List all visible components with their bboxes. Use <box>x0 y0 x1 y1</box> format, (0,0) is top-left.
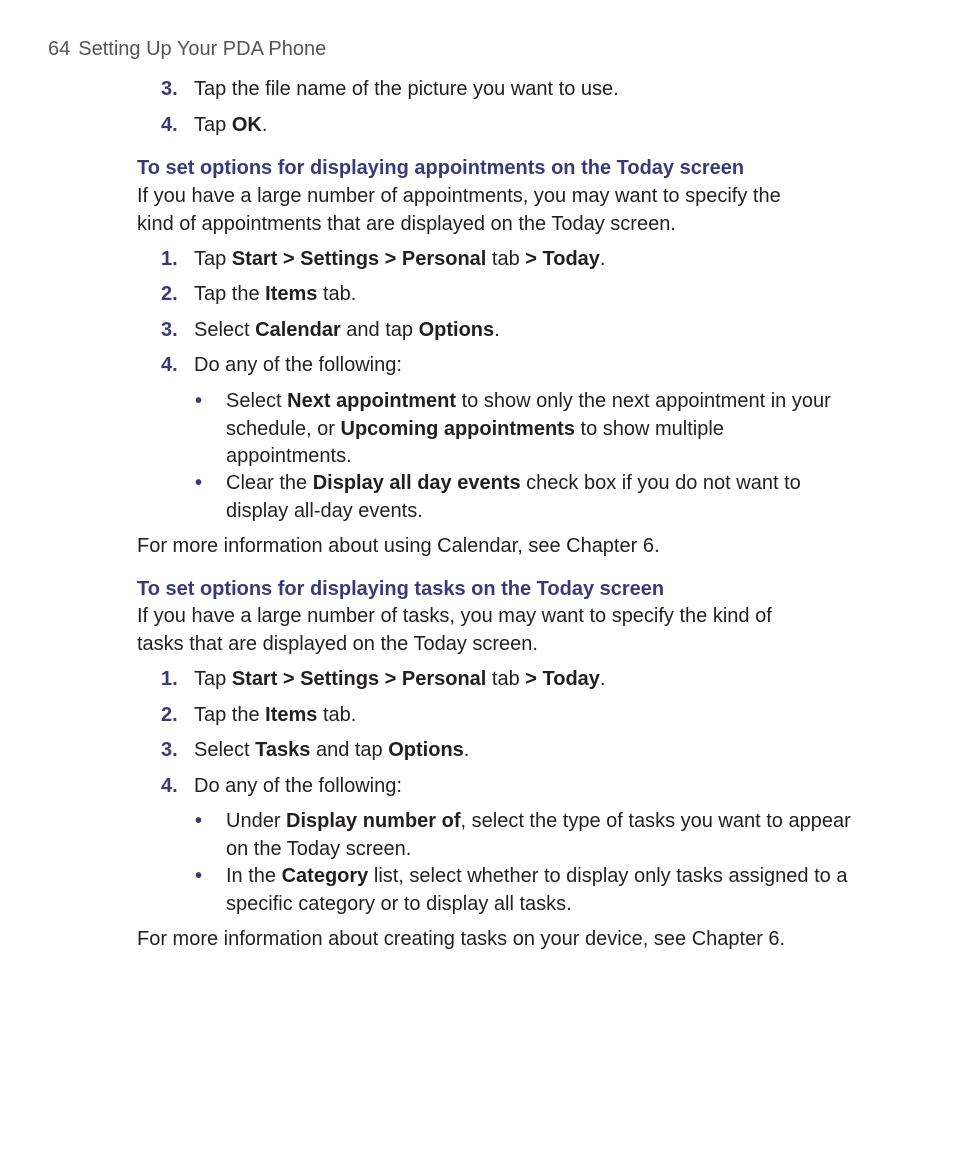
text-run: Tap <box>194 114 232 136</box>
bullet-icon: • <box>195 810 203 832</box>
tasks-intro-line-1: If you have a large number of tasks, you may want to specify the kind of <box>137 605 772 627</box>
bold-term: > Today <box>525 248 600 270</box>
text-run: tab <box>486 248 526 270</box>
bold-term: Category <box>281 865 369 887</box>
appointments-step-1 <box>161 246 861 273</box>
appointments-bullet-1 <box>195 388 855 471</box>
text-run: and tap <box>340 319 419 341</box>
bold-term: Tasks <box>255 739 311 761</box>
text-run: , select the type of tasks you want to appear on the Today screen. <box>226 810 851 860</box>
bold-term: Upcoming appointments <box>340 417 575 440</box>
bold-term: Options <box>388 739 464 761</box>
step-number: 1. <box>161 248 178 270</box>
intro-step-3 <box>161 76 861 103</box>
bold-term: Items <box>265 283 318 305</box>
bold-term: > Today <box>525 668 600 690</box>
text-run: tab. <box>317 704 357 726</box>
text-run: tab <box>486 668 526 690</box>
appointments-intro-line-2: kind of appointments that are displayed on the Today screen. <box>137 212 676 235</box>
tasks-step-1 <box>161 666 861 693</box>
step-number: 3. <box>161 78 178 100</box>
step-number: 3. <box>161 319 178 341</box>
step-number: 2. <box>161 283 178 305</box>
step-number: 4. <box>161 354 178 376</box>
appointments-heading: To set options for displaying appointments on the Today screen <box>137 157 745 179</box>
bullet-icon: • <box>195 390 203 412</box>
bold-term: Start > Settings > Personal <box>231 248 487 270</box>
bold-term: OK <box>231 114 262 136</box>
bold-term: Display all day events <box>312 472 521 494</box>
appointments-step-4 <box>161 352 861 379</box>
running-header <box>48 38 326 61</box>
tasks-intro <box>137 603 857 658</box>
bullet-icon: • <box>195 472 203 494</box>
chapter-title: Setting Up Your PDA Phone <box>78 38 327 60</box>
bullet-icon: • <box>195 865 203 887</box>
step-number: 2. <box>161 704 178 726</box>
text-run: . <box>463 739 470 761</box>
text-run: Select <box>226 390 288 412</box>
text-run: Under <box>226 810 287 832</box>
step-number: 3. <box>161 739 178 761</box>
tasks-step-2 <box>161 702 861 729</box>
text-run: to show multiple appointments. <box>226 417 724 467</box>
text-run: . <box>261 114 268 136</box>
appointments-step-3 <box>161 317 861 344</box>
text-run: Tap <box>194 668 232 690</box>
text-run: Tap the <box>194 283 266 305</box>
text-run: list, select whether to display only tasks assigned to a specific category or to display all tasks. <box>226 865 848 915</box>
appointments-intro <box>137 183 857 238</box>
tasks-step-3 <box>161 737 861 764</box>
text-run: Select <box>194 739 256 761</box>
appointments-step-2 <box>161 281 861 308</box>
text-run: to show only the next appointment in your schedule, or <box>226 390 831 440</box>
tasks-footer: For more information about creating tasks on your device, see Chapter 6. <box>137 928 786 950</box>
tasks-bullet-1 <box>195 808 855 863</box>
tasks-heading: To set options for displaying tasks on the Today screen <box>137 578 665 600</box>
bold-term: Next appointment <box>287 390 457 412</box>
bold-term: Start > Settings > Personal <box>231 668 487 690</box>
text-run: Do any of the following: <box>194 354 402 376</box>
bold-term: Calendar <box>255 319 341 341</box>
text-run: tab. <box>317 283 357 305</box>
bold-term: Display number of <box>286 810 461 832</box>
text-run: Clear the <box>226 472 313 494</box>
text-run: Do any of the following: <box>194 775 402 797</box>
tasks-step-4 <box>161 773 861 800</box>
step-number: 1. <box>161 668 178 690</box>
step-number: 4. <box>161 775 178 797</box>
appointments-bullet-2 <box>195 470 855 525</box>
step-number: 4. <box>161 114 178 136</box>
tasks-intro-line-2: tasks that are displayed on the Today screen. <box>137 632 538 655</box>
tasks-bullet-2 <box>195 863 855 918</box>
text-run: Tap <box>194 248 232 270</box>
text-run: . <box>599 248 606 270</box>
appointments-footer: For more information about using Calendar, see Chapter 6. <box>137 535 660 557</box>
text-run: Tap the <box>194 704 266 726</box>
text-run: check box if you do not want to display all-day events. <box>226 472 801 522</box>
bold-term: Options <box>418 319 495 341</box>
bold-term: Items <box>265 704 318 726</box>
text-run: In the <box>226 865 282 887</box>
text-run: and tap <box>310 739 389 761</box>
appointments-intro-line-1: If you have a large number of appointments, you may want to specify the <box>137 185 781 207</box>
page-number: 64 <box>48 38 71 60</box>
intro-step-4 <box>161 112 861 139</box>
text-run: . <box>599 668 606 690</box>
text-run: Select <box>194 319 256 341</box>
text-run: Tap the file name of the picture you want to use. <box>194 78 619 100</box>
text-run: . <box>494 319 500 341</box>
